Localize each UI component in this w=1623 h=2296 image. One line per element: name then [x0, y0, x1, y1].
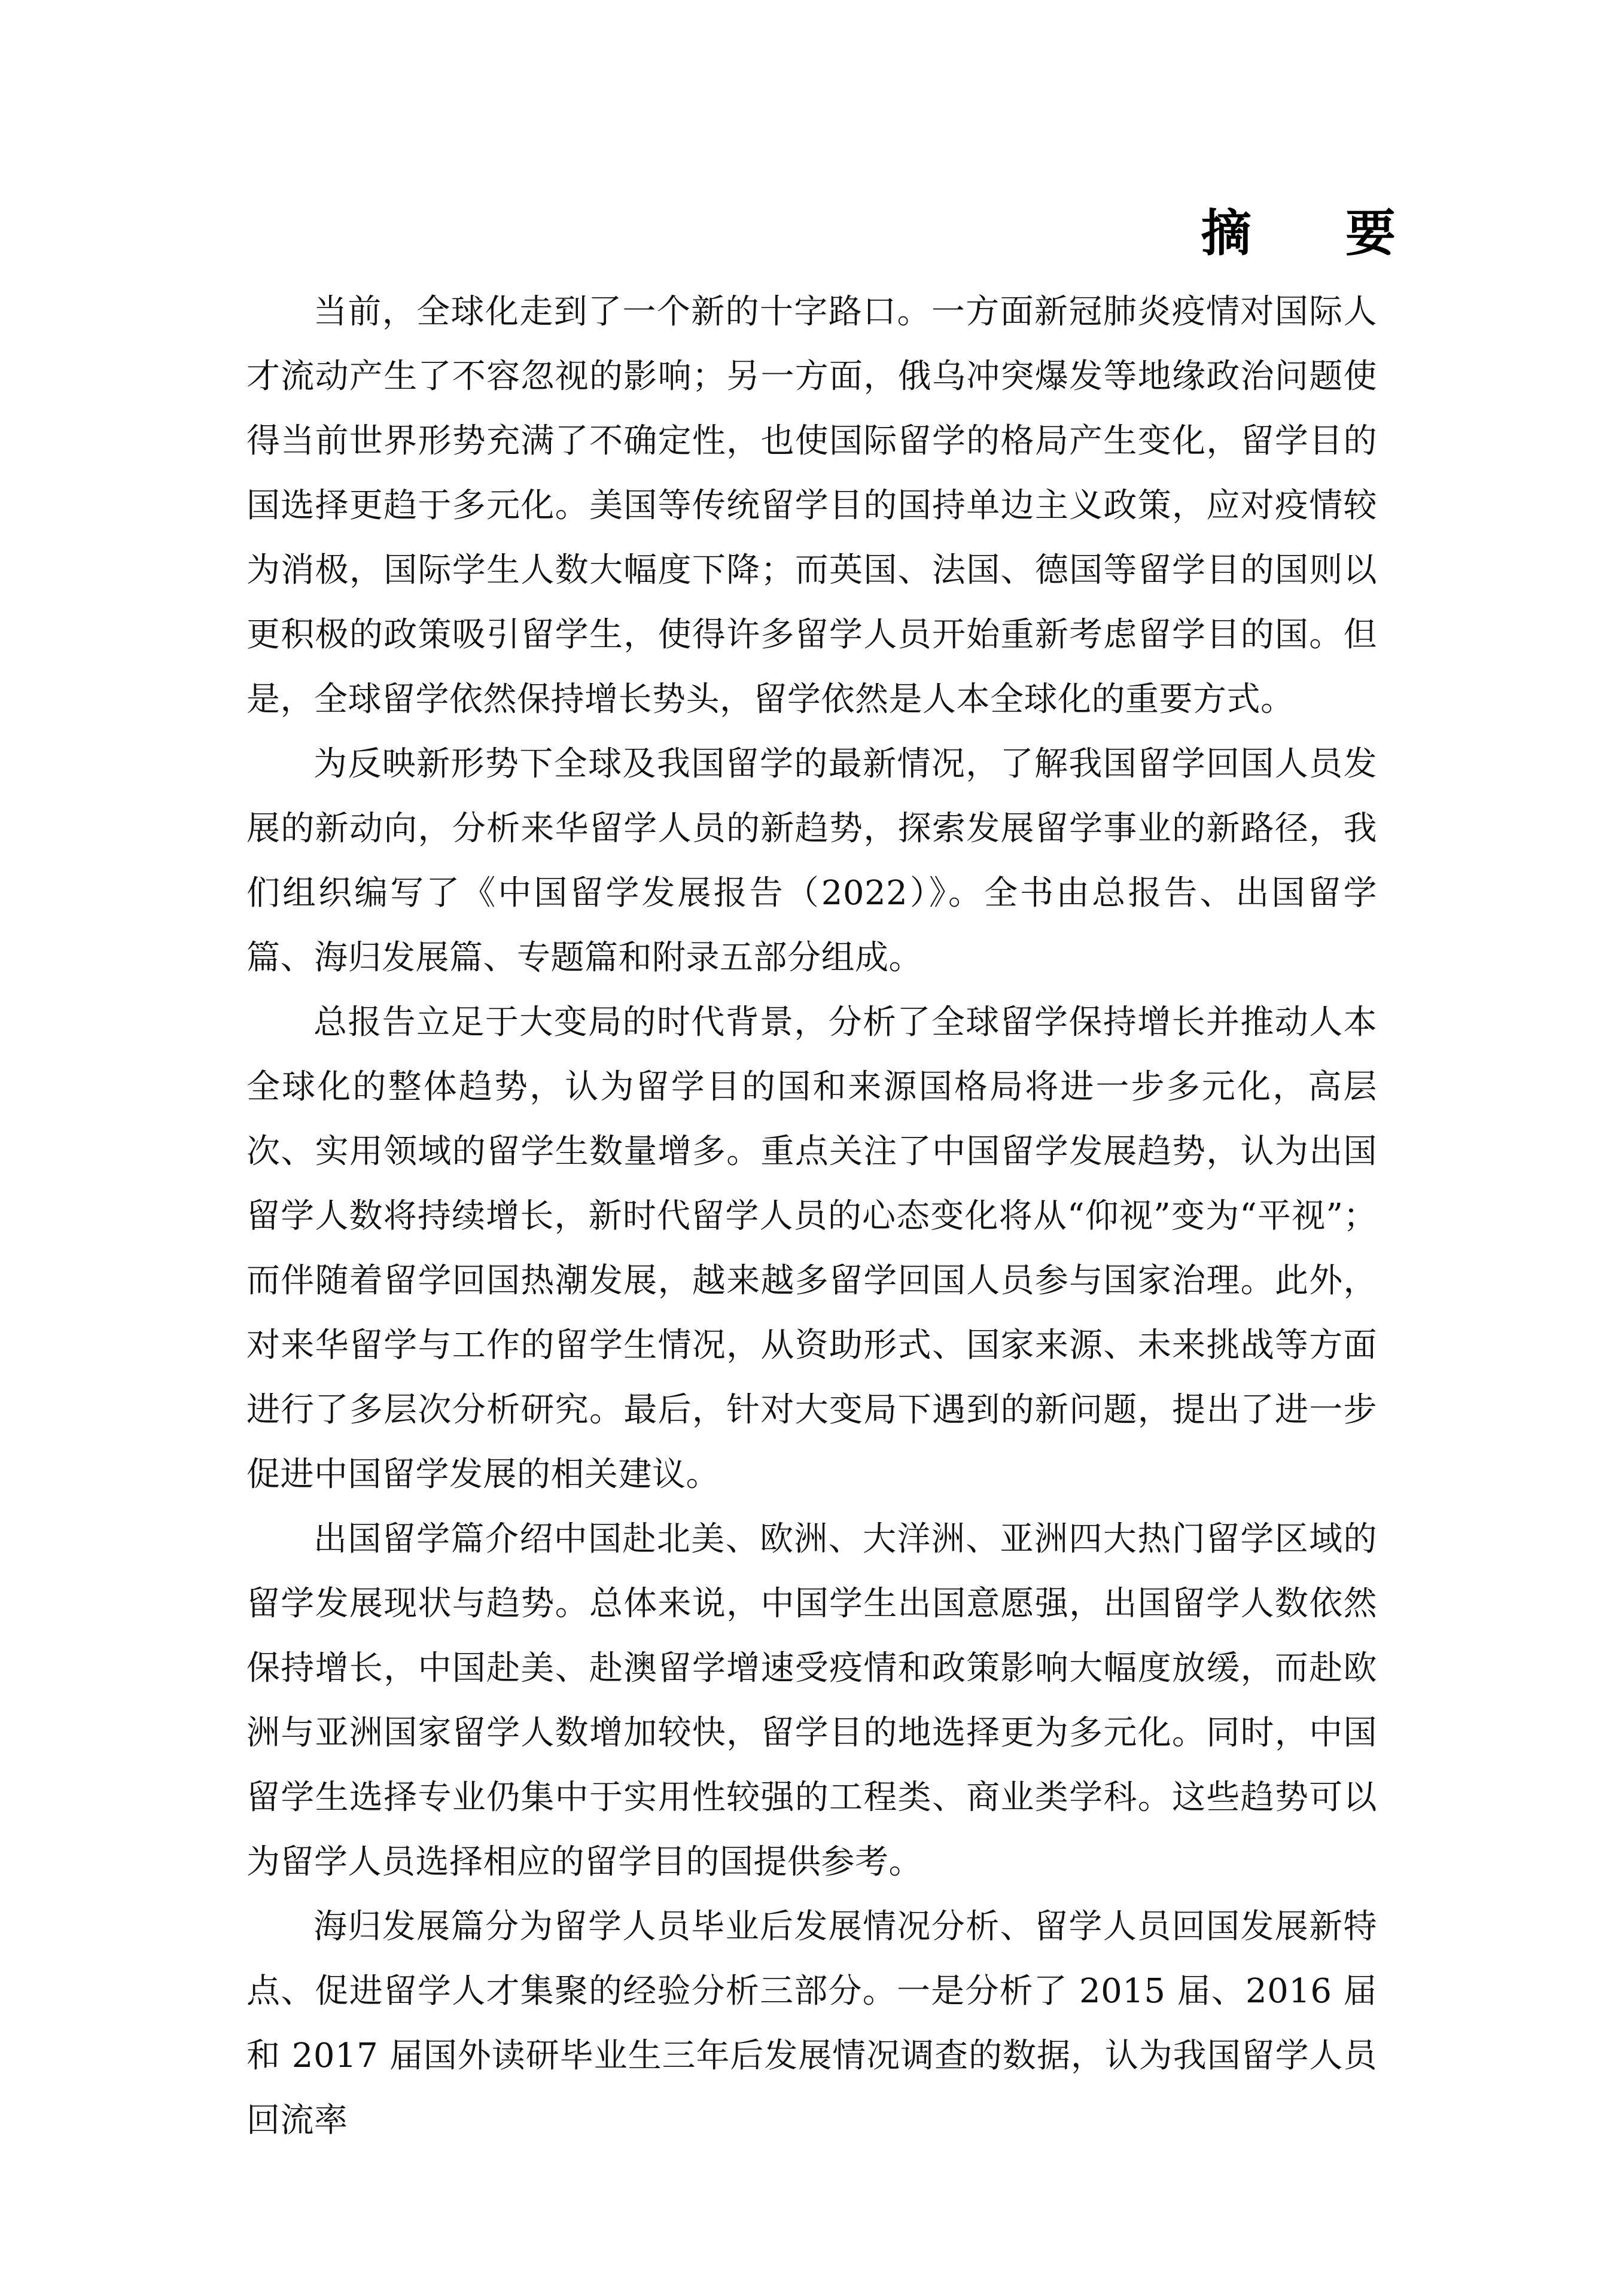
abstract-body [246, 280, 1377, 2153]
paragraph-5: 海归发展篇分为留学人员毕业后发展情况分析、留学人员回国发展新特点、促进留学人才集聚的经验分析三部分。一是分析了 2015 届、2016 届和 2017 届国外读研毕业生三年后发展情况调查的数据，认为我国留学人员回流率 [246, 1907, 1377, 2140]
paragraph-4: 出国留学篇介绍中国赴北美、欧洲、大洋洲、亚洲四大热门留学区域的留学发展现状与趋势。总体来说，中国学生出国意愿强，出国留学人数依然保持增长，中国赴美、赴澳留学增速受疫情和政策影响大幅度放缓，而赴欧洲与亚洲国家留学人数增加较快，留学目的地选择更为多元化。同时，中国留学生选择专业仍集中于实用性较强的工程类、商业类学科。这些趋势可以为留学人员选择相应的留学目的国提供参考。 [246, 1520, 1377, 1882]
paragraph-1: 当前，全球化走到了一个新的十字路口。一方面新冠肺炎疫情对国际人才流动产生了不容忽视的影响；另一方面，俄乌冲突爆发等地缘政治问题使得当前世界形势充满了不确定性，也使国际留学的格局产生变化，留学目的国选择更趋于多元化。美国等传统留学目的国持单边主义政策，应对疫情较为消极，国际学生人数大幅度下降；而英国、法国、德国等留学目的国则以更积极的政策吸引留学生，使得许多留学人员开始重新考虑留学目的国。但是，全球留学依然保持增长势头，留学依然是人本全球化的重要方式。 [246, 292, 1377, 719]
paragraph-3: 总报告立足于大变局的时代背景，分析了全球留学保持增长并推动人本全球化的整体趋势，认为留学目的国和来源国格局将进一步多元化，高层次、实用领域的留学生数量增多。重点关注了中国留学发展趋势，认为出国留学人数将持续增长，新时代留学人员的心态变化将从“仰视”变为“平视”；而伴随着留学回国热潮发展，越来越多留学回国人员参与国家治理。此外，对来华留学与工作的留学生情况，从资助形式、国家来源、未来挑战等方面进行了多层次分析研究。最后，针对大变局下遇到的新问题，提出了进一步促进中国留学发展的相关建议。 [246, 1003, 1377, 1494]
paragraph-2: 为反映新形势下全球及我国留学的最新情况，了解我国留学回国人员发展的新动向，分析来华留学人员的新趋势，探索发展留学事业的新路径，我们组织编写了《中国留学发展报告（2022）》。全书由总报告、出国留学篇、海归发展篇、专题篇和附录五部分组成。 [246, 745, 1377, 977]
page-title: 摘 要 [1201, 204, 1434, 263]
